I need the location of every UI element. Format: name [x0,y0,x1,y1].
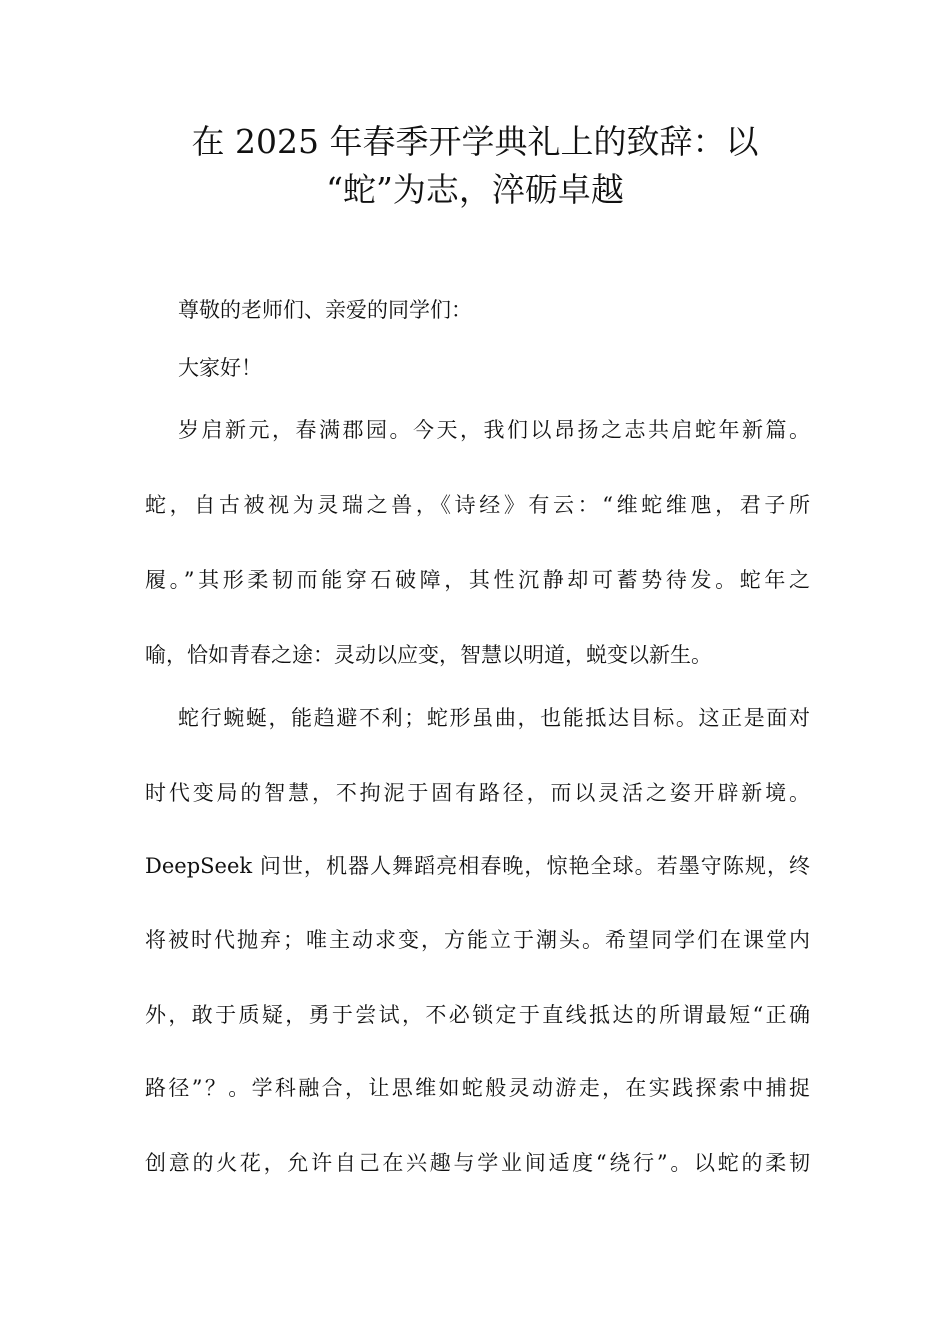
document-title-line-2: “蛇”为志，淬砺卓越 [326,170,624,209]
paragraph-line: 创意的火花，允许自己在兴趣与学业间适度“绕行”。以蛇的柔韧 [145,1151,810,1175]
salutation: 尊敬的老师们、亲爱的同学们： [178,298,472,322]
document-title-line-1: 在 2025 年春季开学典礼上的致辞：以 [191,122,759,161]
paragraph-line: 岁启新元，春满郡园。今天，我们以昂扬之志共启蛇年新篇。 [178,418,810,442]
paragraph-line: 蛇行蜿蜒，能趋避不利；蛇形虽曲，也能抵达目标。这正是面对 [178,706,810,730]
paragraph-line: 外，敢于质疑，勇于尝试，不必锁定于直线抵达的所谓最短“正确 [145,1003,810,1027]
paragraph-line: 路径”？。学科融合，让思维如蛇般灵动游走，在实践探索中捕捉 [145,1076,810,1100]
paragraph-line: 喻，恰如青春之途：灵动以应变，智慧以明道，蜕变以新生。 [145,643,712,667]
paragraph-line: 蛇，自古被视为灵瑞之兽，《诗经》有云：“维蛇维虺，君子所 [145,493,810,517]
greeting: 大家好！ [178,356,262,380]
paragraph-line: DeepSeek 问世，机器人舞蹈亮相春晚，惊艳全球。若墨守陈规，终 [145,854,810,878]
paragraph-line: 履。”其形柔韧而能穿石破障，其性沉静却可蓄势待发。蛇年之 [145,568,810,592]
paragraph-line: 时代变局的智慧，不拘泥于固有路径，而以灵活之姿开辟新境。 [145,781,810,805]
paragraph-line: 将被时代抛弃；唯主动求变，方能立于潮头。希望同学们在课堂内 [145,928,810,952]
